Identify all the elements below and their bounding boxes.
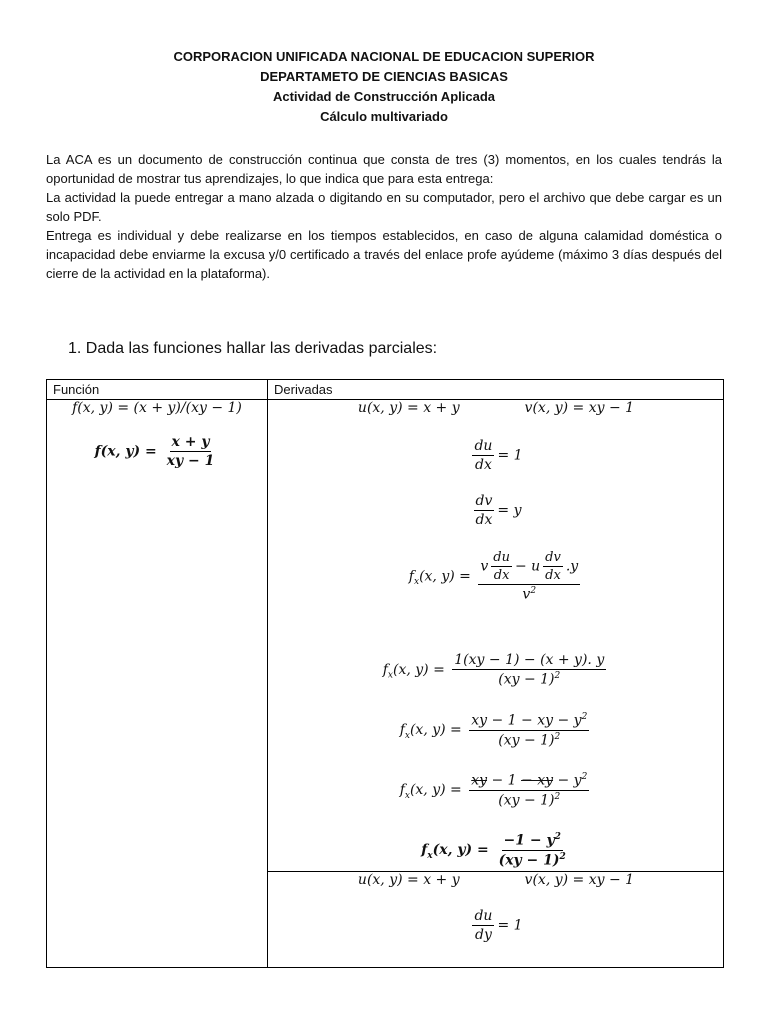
quot-dx-2: dx xyxy=(545,568,561,583)
header-funcion: Función xyxy=(47,380,268,400)
intro-paragraph-2: La actividad la puede entregar a mano alzada o digitando en su computador, pero el archivo que debe cargar es un solo PDF. xyxy=(46,190,722,224)
table-header-row xyxy=(47,380,724,400)
course-name: Cálculo multivariado xyxy=(320,109,448,124)
quot-du: du xyxy=(493,550,510,565)
sq-8: 2 xyxy=(559,851,566,862)
document-header xyxy=(0,47,768,127)
quot-dot-y: .y xyxy=(565,558,579,575)
function-inline: f(x, y) = (x + y)/(xy − 1) xyxy=(72,400,242,416)
step-4-den xyxy=(496,791,562,809)
dv-rhs: = y xyxy=(497,502,522,519)
fx-lhs-3: f xyxy=(399,722,405,739)
uv-definitions xyxy=(268,400,724,416)
step-4-struck-minus-xy: − xy xyxy=(521,772,554,789)
du-rhs-2: = 1 xyxy=(497,917,523,934)
fx-lhs-4: f xyxy=(399,782,405,799)
sq-7: 2 xyxy=(554,832,561,842)
step-3-den-base: (xy − 1) xyxy=(498,732,555,749)
sq-5: 2 xyxy=(581,772,588,782)
v-definition: v(x, y) = xy − 1 xyxy=(524,400,635,416)
u-definition-2: u(x, y) = x + y xyxy=(357,872,460,888)
table-row xyxy=(47,400,724,872)
fx-sub-3: x xyxy=(404,730,410,741)
step-4-num xyxy=(469,772,589,791)
fx-sub-final: x xyxy=(427,850,433,861)
sq-6: 2 xyxy=(554,791,561,802)
step-4-minus-1: − 1 xyxy=(487,772,517,789)
quotient-den xyxy=(520,585,538,603)
intro-text xyxy=(46,150,722,283)
derivatives-cell xyxy=(268,400,724,872)
fx-args-final: (x, y) = xyxy=(432,842,489,859)
step-3-num-text: xy − 1 − xy − y xyxy=(471,712,582,729)
du-dx-row xyxy=(268,438,724,473)
quot-v: v xyxy=(480,558,489,575)
institution-name: CORPORACION UNIFICADA NACIONAL DE EDUCACION SUPERIOR xyxy=(173,49,595,64)
fx-lhs-2: f xyxy=(382,661,388,678)
dx-den-2: dx xyxy=(475,512,493,528)
final-num xyxy=(502,832,563,851)
fx-args-3: (x, y) = xyxy=(409,722,462,739)
dv-num: dv xyxy=(475,493,493,509)
final-num-text: −1 − y xyxy=(503,832,555,849)
intro-paragraph-1: La ACA es un documento de construcción continua que consta de tres (3) momentos, en los cuales tendrás la oportunidad de mostrar tus aprendizajes, lo que indica que para esta entrega: xyxy=(46,152,722,186)
step-3-row xyxy=(268,712,724,748)
department-name: DEPARTAMETO DE CIENCIAS BASICAS xyxy=(260,69,508,84)
sq: 2 xyxy=(530,586,537,596)
header-derivadas: Derivadas xyxy=(268,380,724,400)
fx-args-2: (x, y) = xyxy=(393,661,445,678)
fx-sub: x xyxy=(413,577,420,588)
step-3-num xyxy=(469,712,589,731)
step-2-den xyxy=(496,670,562,688)
sq-2: 2 xyxy=(554,671,561,681)
v-definition-2: v(x, y) = xy − 1 xyxy=(524,872,635,888)
step-3-den xyxy=(496,731,562,749)
function-bold-lhs: f(x, y) = xyxy=(94,443,157,460)
fx-args: (x, y) = xyxy=(419,568,471,585)
derivatives-cell-y xyxy=(268,872,724,968)
fx-args-4: (x, y) = xyxy=(409,782,462,799)
quotient-rule-row xyxy=(268,550,724,603)
du-num-2: du xyxy=(474,908,493,924)
function-bold xyxy=(47,434,267,469)
sq-4: 2 xyxy=(554,731,561,742)
activity-name: Actividad de Construcción Aplicada xyxy=(272,89,495,104)
step-2-den-base: (xy − 1) xyxy=(498,671,555,688)
function-cell xyxy=(47,400,268,968)
step-4-minus-y: − y xyxy=(553,772,582,789)
final-result-row xyxy=(268,832,724,868)
dy-den: dy xyxy=(475,927,492,943)
dx-den: dx xyxy=(475,457,492,473)
step-2-row xyxy=(268,652,724,688)
fx-lhs-final: f xyxy=(421,842,428,859)
sq-3: 2 xyxy=(581,712,588,722)
fx-sub-4: x xyxy=(404,790,410,801)
du-rhs: = 1 xyxy=(497,447,523,464)
function-bold-num: x + y xyxy=(171,434,210,450)
quot-dx: dx xyxy=(493,568,510,583)
dv-dx-row xyxy=(268,493,724,528)
fx-sub-2: x xyxy=(387,670,393,681)
uv-definitions-2 xyxy=(268,872,724,888)
u-definition: u(x, y) = x + y xyxy=(357,400,460,416)
step-4-struck-xy: xy xyxy=(471,772,488,789)
quot-den-v: v xyxy=(522,586,531,603)
du-num: du xyxy=(474,438,493,454)
intro-paragraph-3: Entrega es individual y debe realizarse en los tiempos establecidos, en caso de alguna calamidad doméstica o incapacidad debe enviarme la excusa y/0 certificado a través del enlace profe ayúdeme (máximo 3 días después del cierre de la actividad en la plataforma). xyxy=(46,228,722,281)
function-bold-den: xy − 1 xyxy=(166,453,215,469)
step-4-row xyxy=(268,772,724,808)
quot-minus-u: − u xyxy=(514,558,541,575)
final-den-base: (xy − 1) xyxy=(498,852,560,869)
final-den xyxy=(497,851,568,869)
derivatives-table xyxy=(46,379,724,968)
question-1: 1. Dada las funciones hallar las derivadas parciales: xyxy=(68,340,438,357)
fx-lhs: f xyxy=(408,568,414,585)
quotient-num xyxy=(478,550,580,585)
step-4-den-base: (xy − 1) xyxy=(498,792,555,809)
du-dy-row xyxy=(268,908,724,943)
step-2-num: 1(xy − 1) − (x + y). y xyxy=(454,652,605,668)
quot-dv: dv xyxy=(545,550,561,565)
